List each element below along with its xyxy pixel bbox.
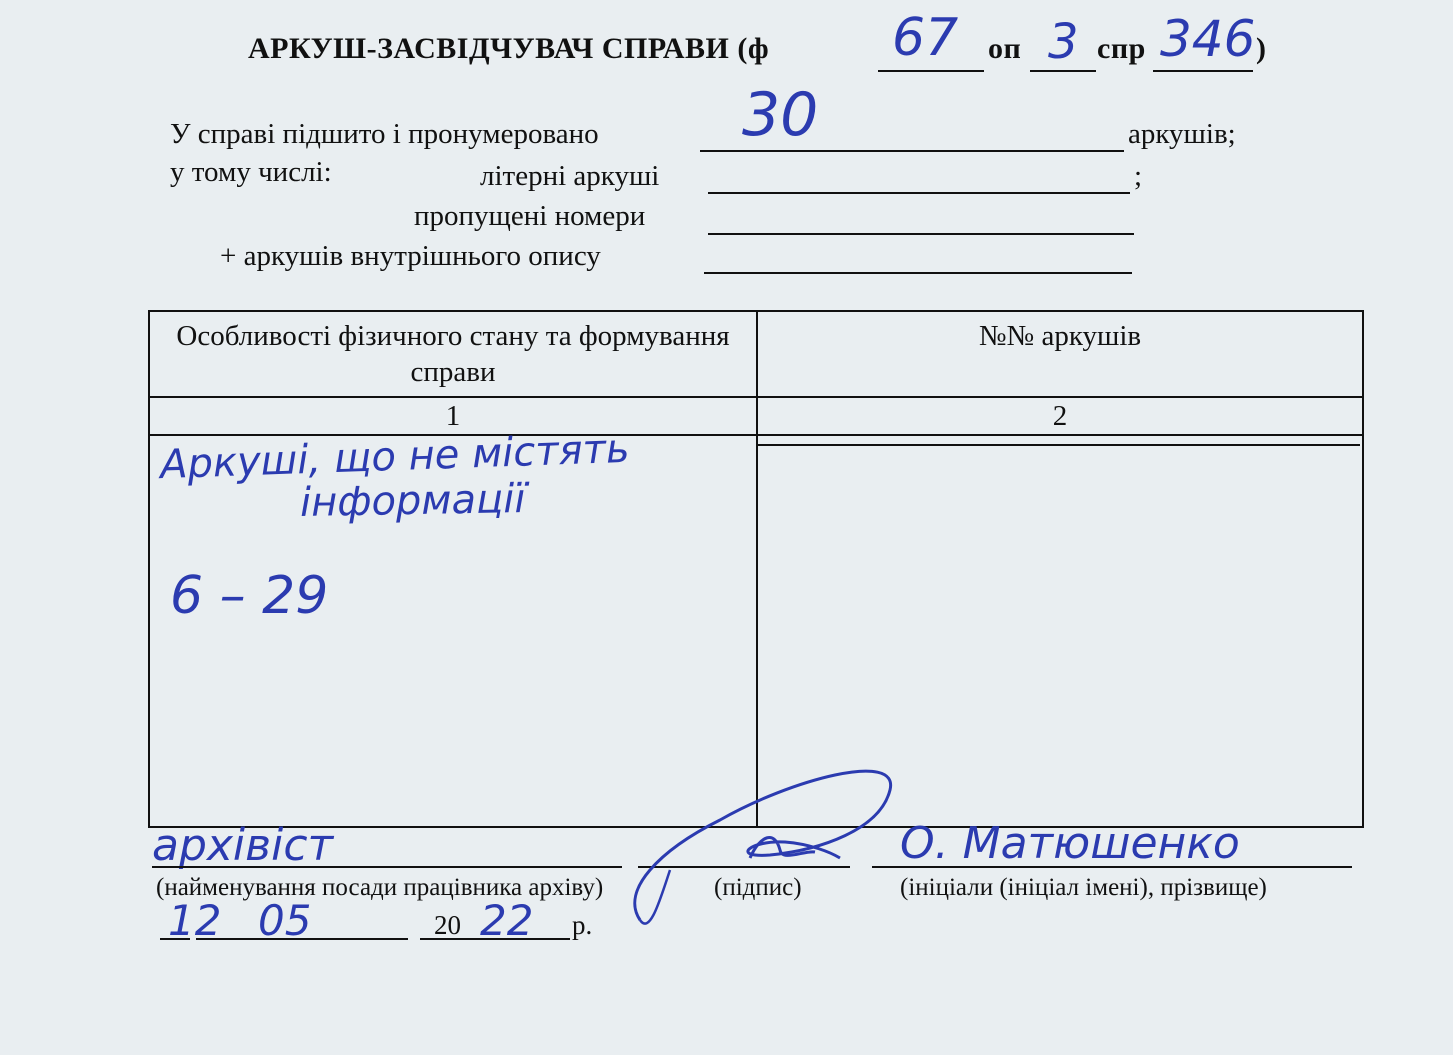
signature-caption: (підпис) xyxy=(714,874,802,901)
fond-value: 67 xyxy=(892,8,959,68)
date-day: 12 xyxy=(168,896,222,945)
internal-inventory-underline xyxy=(704,272,1132,274)
fond-prefix: (ф xyxy=(737,32,770,65)
pages-sewn-label: У справі підшито і пронумеровано xyxy=(170,118,599,150)
col1-header-text: Особливості фізичного стану та формування справи xyxy=(176,320,730,388)
row-divider-right xyxy=(756,444,1360,446)
pages-sewn-suffix: аркушів; xyxy=(1128,118,1236,150)
position-value: архівіст xyxy=(152,820,334,871)
fond-underline xyxy=(878,70,984,72)
position-caption: (найменування посади працівника архіву) xyxy=(156,874,604,901)
date-suffix: р. xyxy=(572,910,593,940)
col2-header xyxy=(757,311,1363,397)
sprava-underline xyxy=(1153,70,1253,72)
opys-value: 3 xyxy=(1048,14,1079,70)
date-year-prefix: 20 xyxy=(434,910,461,940)
date-month-underline xyxy=(196,938,408,940)
col1-header xyxy=(149,311,757,397)
closing-paren: ) xyxy=(1256,32,1267,65)
internal-inventory-label: + аркушів внутрішнього опису xyxy=(220,240,601,272)
condition-note-line2: інформації xyxy=(299,476,526,526)
title-text: АРКУШ-ЗАСВІДЧУВАЧ СПРАВИ xyxy=(248,32,730,65)
col2-number: 2 xyxy=(757,397,1363,435)
pages-sewn-value: 30 xyxy=(742,80,819,150)
col1-number: 1 xyxy=(149,397,757,435)
date-year-underline xyxy=(420,938,570,940)
missing-numbers-underline xyxy=(708,233,1134,235)
date-year-suffix: 22 xyxy=(480,896,534,945)
condition-note-line1: Аркуші, що не містять xyxy=(159,425,631,489)
signature-mark xyxy=(600,740,900,940)
letter-sheets-underline xyxy=(708,192,1130,194)
letter-sheets-label: літерні аркуші xyxy=(480,160,660,192)
sprava-value: 346 xyxy=(1160,10,1256,68)
sheet-range: 6 – 29 xyxy=(170,566,329,626)
pages-sewn-underline xyxy=(700,150,1124,152)
letter-sheets-suffix: ; xyxy=(1134,160,1143,192)
col2-header-text: №№ аркушів xyxy=(978,320,1142,352)
date-month: 05 xyxy=(258,896,312,945)
date-day-underline xyxy=(160,938,190,940)
sprava-label: спр xyxy=(1097,32,1146,65)
name-value: О. Матюшенко xyxy=(900,818,1240,869)
position-underline xyxy=(152,866,622,868)
opys-underline xyxy=(1030,70,1096,72)
opys-label: оп xyxy=(988,32,1022,65)
form-title xyxy=(248,32,769,66)
missing-numbers-label: пропущені номери xyxy=(414,200,646,232)
inclusive-label: у тому числі: xyxy=(170,156,332,188)
name-caption: (ініціали (ініціал імені), прізвище) xyxy=(900,874,1267,901)
